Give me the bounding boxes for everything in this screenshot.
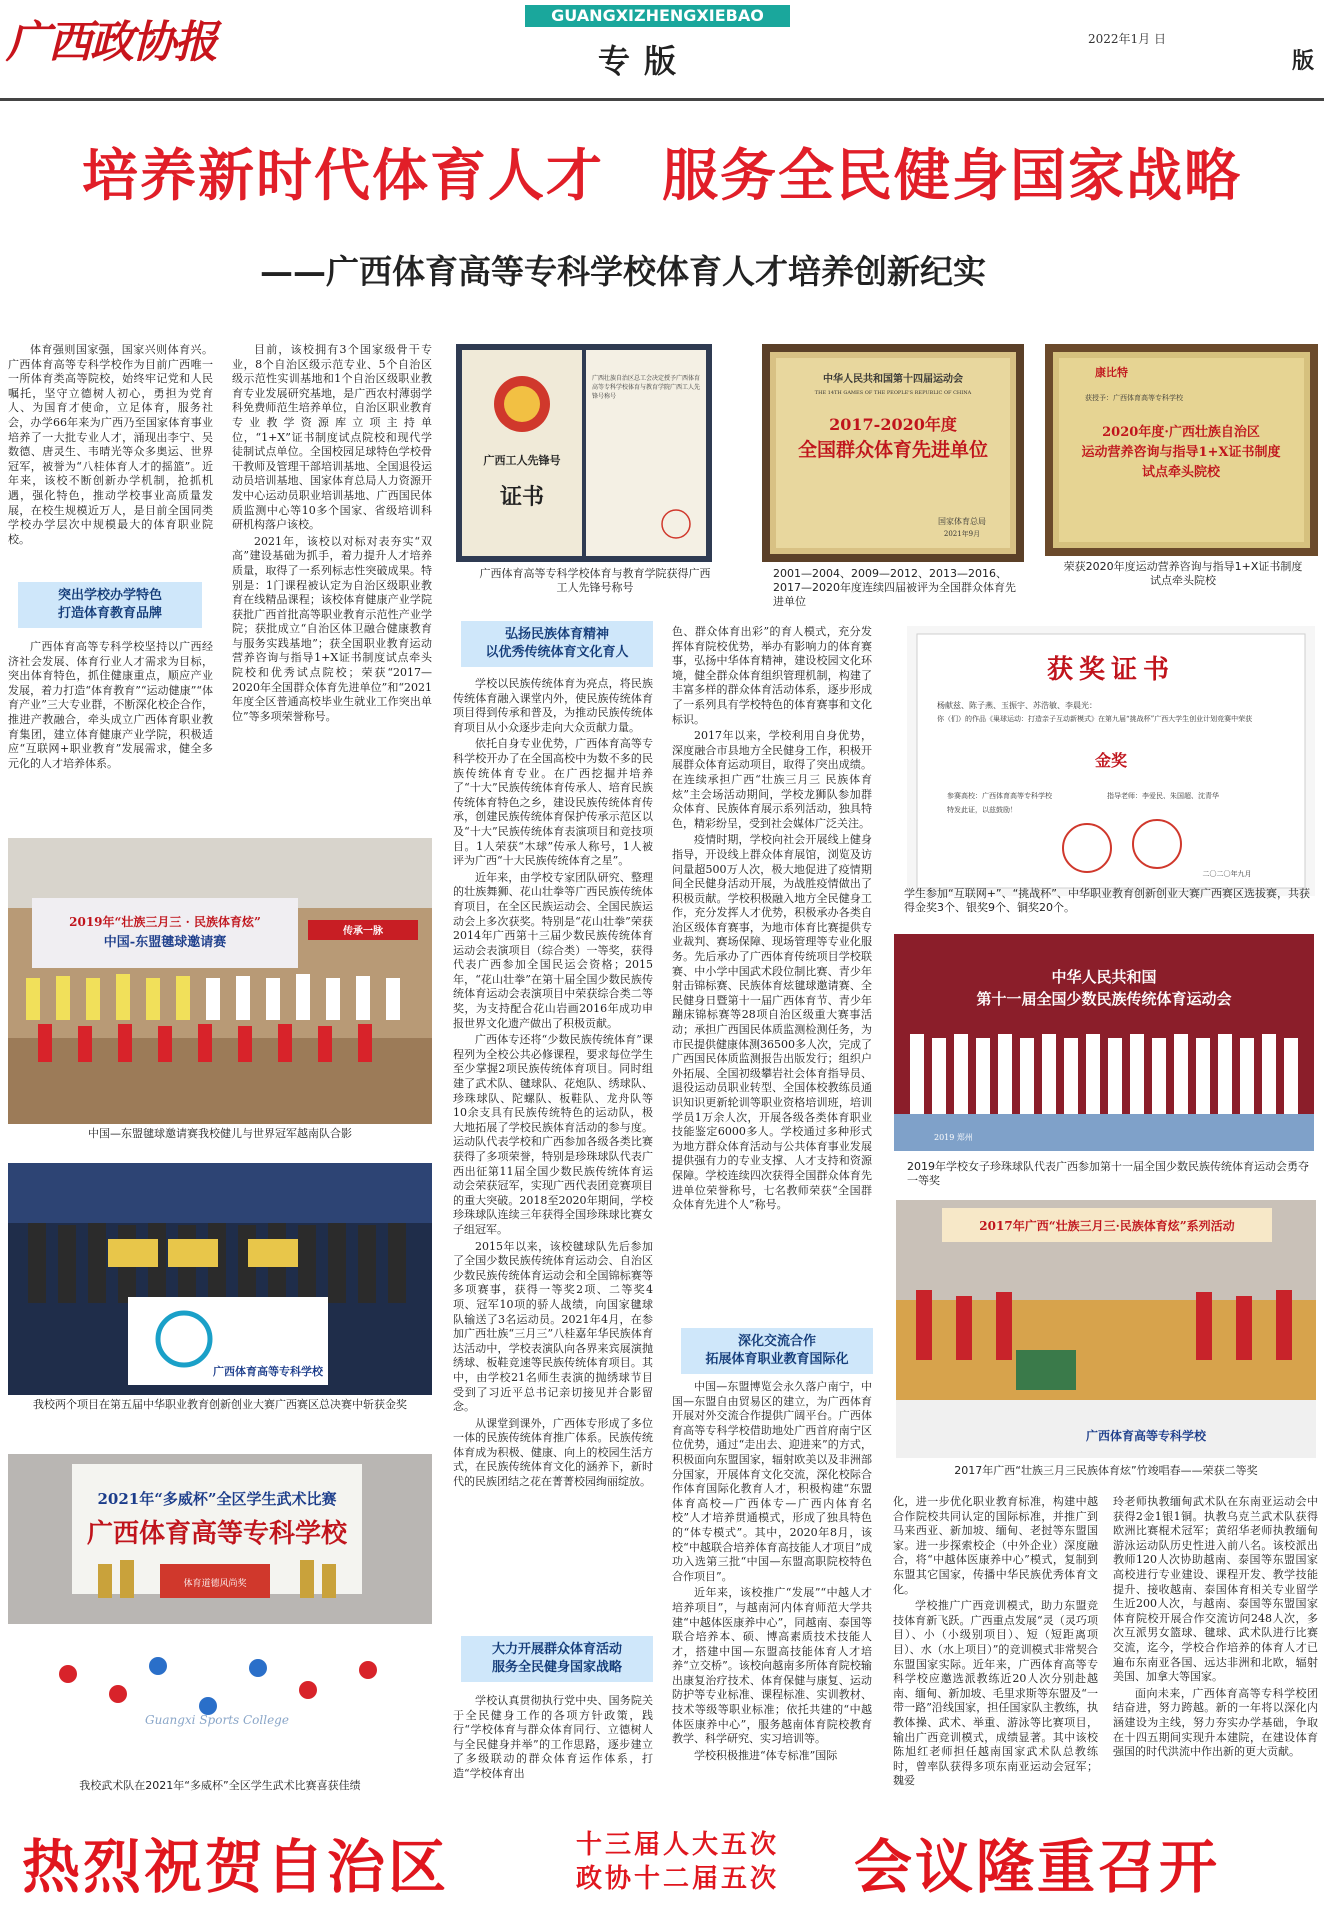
cert1-title: 广西工人先锋号 [483, 454, 561, 467]
cert3-caption: 荣获2020年度运动营养咨询与指导1+X证书制度试点牵头院校 [1063, 560, 1303, 587]
newspaper-pinyin: GUANGXIZHENGXIEBAO [525, 5, 790, 27]
award-body: 你（们）的作品《巢球运动：打造亲子互动新模式》在第九届“挑战杯”广西大学生创业计划竞赛中荣获 [937, 715, 1253, 723]
team-photo-1 [8, 838, 432, 1124]
cert1-caption: 广西体育高等专科学校体育与教育学院获得广西工人先锋号称号 [479, 567, 711, 594]
award-certificate [907, 626, 1315, 896]
certificate-photo-1 [456, 344, 712, 562]
column-1-lower [8, 640, 213, 800]
award-names: 杨献兹、陈子燕、玉振宇、苏浩敏、李晨光： [937, 701, 1097, 710]
photo4-caption: 2019年学校女子珍珠球队代表广西参加第十一届全国少数民族传统体育运动会勇夺一等奖 [907, 1160, 1309, 1187]
cert3-title-1: 2020年度·广西壮族自治区 [1102, 425, 1260, 440]
column-6 [1113, 1495, 1318, 1808]
cert2-top-en: THE 14TH GAMES OF THE PEOPLE'S REPUBLIC OF CHINA [814, 390, 972, 396]
headline: 培养新时代体育人才 服务全民健身国家战略 [82, 144, 1242, 209]
column-5 [893, 1495, 1098, 1808]
award-title: 获奖证书 [1046, 655, 1176, 685]
column-2 [232, 343, 432, 798]
photo4-mark: 2019 郑州 [934, 1133, 973, 1142]
award-caption: 学生参加“互联网+”、“挑战杯”、中华职业教育创新创业大赛广西赛区选拔赛，共获得金奖3个、银奖9个、铜奖20个。 [904, 887, 1311, 914]
paragraph: 2021年，该校以对标对表夯实“双高”建设基础为抓手，着力提升人才培养质量，取得了一系列标志性突破成果。特别是：1门课程被认定为自治区级职业教育在线精品课程；该校体育健康产业学院获批广西首批高等职业教育示范性产业学院；获批成立“自治区体卫融合健康教育与服务实践基地”；获全国职业教育运动营养咨询与指导1+X证书制度试点牵头院校和优秀试点院校；荣获“2017—2020年全国群众体育先进单位”和“2021年度全区普通高校毕业生就业工作突出单位”等多项荣誉称号。 [232, 534, 432, 723]
paragraph: 化，进一步优化职业教育标准，构建中越合作院校共同认定的国际标准，并推广到马来西亚、新加坡、缅甸、老挝等东盟国家。进一步探索校企（中外企业）深度融合，将“中越体医康养中心”模式，复制到东盟其它国家，传播中华民族优秀体育文化。 [893, 1495, 1098, 1596]
footer-right: 会议隆重召开 [854, 1833, 1221, 1901]
cert2-caption: 2001—2004、2009—2012、2013—2016、2017—2020年度连续四届被评为全国群众体育先进单位 [773, 567, 1016, 608]
photo3-caption: 我校武术队在2021年“多威杯”全区学生武术比赛喜获佳绩 [79, 1779, 361, 1792]
paragraph: 学校积极推进“体专标准”国际 [694, 1748, 838, 1762]
footer-mid-2: 政协十二届五次 [576, 1864, 780, 1894]
paragraph: 2017年以来，学校利用自身优势，深度融合市县地方全民健身工作，积极开展群众体育运动项目，取得了突出成绩。在连续承担广西“壮族三月三 民族体育炫”主会场活动期间，学校龙狮队参加群众体育、民族体育展示系列活动，独具特色，精彩纷呈，受到社会媒体广泛关注。 [672, 729, 872, 830]
cert3-title-2: 运动营养咨询与指导1+X证书制度 [1081, 445, 1281, 460]
certificate-photo-2 [762, 344, 1024, 562]
column-3 [453, 677, 653, 1677]
paragraph: 学校推广广西竞训模式，助力东盟竞技体育新飞跃。广西重点发展“灵（灵巧项目）、小（小级别项目）、短（短距离项目）、水（水上项目）”的竞训模式非常契合东盟国家实际。近年来，广西体育高等专科学校应邀选派教练近20人次分别赴越南、缅甸、新加坡、毛里求斯等东盟及“一带一路”沿线国家，担任国家队主教练，执教体操、武术、举重、游泳等比赛项目，输出广西竞训模式，成绩显著。其中该校陈旭红老师担任越南国家武术队总教练时，曾率队获得多项东南亚运动会冠军；魏爱 [893, 1599, 1098, 1788]
newspaper-logo: 广西政协报 [6, 17, 216, 68]
column-3-bottom [453, 1694, 653, 1807]
photo1-banner-2: 中国-东盟毽球邀请赛 [103, 935, 227, 950]
pearl-ball-team-photo [894, 934, 1314, 1151]
paragraph: 广西体育高等专科学校坚持以广西经济社会发展、体育行业人才需求为目标，突出体育特色，抓住健康重点，顺应产业发展，着力打造“体育教育”“运动健康”“体育产业”三大专业群，不断深化校企合作，推进产教融合，牵头成立广西体育职业教育集团，建立体育健康产业学院，积极适应“互联网+职业教育”发展需求，健全多元化的人才培养体系。 [8, 640, 213, 770]
certificate-photo-3 [1045, 344, 1318, 556]
paragraph: 广西体专还将“少数民族传统体育”课程列为全校公共必修课程，要求每位学生至少掌握2项民族传统体育项目。同时组建了武术队、毽球队、花炮队、绣球队、珍珠球队、陀螺队、板鞋队、龙舟队等10余支具有民族传统特色的运动队，极大地拓展了学校民族体育活动的参与度。运动队代表学校和广西参加各级各类比赛获得了多项荣誉，特别是珍珠球队代表广西出征第11届全国少数民族传统体育运动会荣获冠军，实现广西代表团竞赛项目的重大突破。2018至2020年期间，学校珍珠球队连续三年获得全国珍珠球比赛女子组冠军。 [453, 1033, 653, 1236]
cert2-date: 2021年9月 [943, 530, 981, 538]
column-4 [672, 625, 872, 1325]
cert3-recipient: 获授予：广西体育高等专科学校 [1085, 394, 1183, 402]
photo5-flag: 广西体育高等专科学校 [1085, 1429, 1207, 1443]
paragraph: 目前，该校拥有3个国家级骨干专业，8个自治区级示范专业、5个自治区级示范性实训基地和1个自治区级职业教育专业发展研究基地，是广西农村薄弱学科免费师范生培养单位，自治区职业教育专业教学资源库立项主持单位，“1+X”证书制度试点院校和现代学徒制试点单位。全国校园足球特色学校骨干教师及管理干部培训基地、全国退役运动员培训基地、国家体育总局人力资源开发中心运动员职业培训基地、广西国民体质监测中心等10多个国家、省级培训科研机构落户该校。 [232, 343, 432, 532]
wushu-photo [8, 1454, 432, 1736]
footer-left: 热烈祝贺自治区 [22, 1833, 450, 1901]
photo3-board: 体育道德风尚奖 [183, 1579, 247, 1589]
paragraph: 体育强则国家强，国家兴则体育兴。广西体育高等专科学校作为目前广西唯一一所体育类高等院校，始终牢记党和人民嘱托，坚守立德树人初心，勇担为党育人、为国育才使命，立足体育，服务社会，办学66年来为广西乃至国家体育事业培养了一大批专业人才，涌现出李宁、吴数德、唐灵生、韦晴光等众多奥运、世界冠军，被誉为“八桂体育人才的摇篮”。近年来，该校不断创新办学机制，抢抓机遇，强化特色，推动学校事业高质量发展，在校生规模近万人，是目前全国同类学校办学层次中规模最大的体育职业院校。 [8, 343, 213, 546]
photo4-banner-2: 第十一届全国少数民族传统体育运动会 [976, 990, 1232, 1008]
cert2-top: 中华人民共和国第十四届运动会 [823, 374, 963, 385]
cert3-brand: 康比特 [1095, 366, 1128, 379]
paragraph: 2015年以来，该校毽球队先后参加了全国少数民族传统体育运动会、自治区少数民族传统体育运动会和全国锦标赛等多项赛事，获得一等奖2项、二等奖4项、冠军10项的骄人战绩，向国家毽球队输送了3名运动员。2021年4月，在参加广西壮族“三月三”八桂嘉年华民族体育达活动中，学校表演队向各界来宾展演抛绣球、板鞋竞速等民族传统体育项目。其中，由学校21名师生表演的抛绣球节目受到了习近平总书记亲切接见并合影留念。 [453, 1239, 653, 1414]
paragraph: 近年来，该校推广“发展”“中越人才培养项目”，与越南河内体育师范大学共建“中越体医康养中心”，同越南、泰国等联合培养本、硕、博高素质技术技能人才，搭建中国—东盟高技能体育人才培养“立交桥”。该校向越南多所体育院校输出康复治疗技术、体育保健与康复、运动防护等专业标准、课程标准、实训教材、技术等级等职业标准；依托共建的“中越体医康养中心”，服务越南体育院校教育教学、科学研究、实习培训等。 [672, 1586, 872, 1746]
column-1 [8, 343, 213, 573]
paragraph: 从课堂到课外，广西体专形成了多位一体的民族传统体育推广体系。民族传统体育成为积极、健康、向上的校园生活方式，在民族传统体育文化的涵养下，新时代的民族团结之花在菁菁校园绚丽绽放。 [453, 1416, 653, 1489]
award-note: 特发此证，以兹鼓励！ [947, 806, 1017, 814]
team-photo-2 [8, 1163, 432, 1395]
masthead-rule [0, 98, 1324, 101]
cert1-left-text: 广西壮族自治区总工会决定授予广西体育高等专科学校体育与教育学院广西工人先锋号称号 [592, 375, 700, 400]
photo1-banner-1: 2019年“壮族三月三 · 民族体育炫” [69, 915, 261, 929]
section-label: 专版 [598, 42, 691, 80]
award-date: 二〇二〇年九月 [1202, 870, 1252, 878]
photo1-caption: 中国—东盟毽球邀请赛我校健儿与世界冠军越南队合影 [88, 1127, 352, 1140]
photo1-banner-side: 传承一脉 [343, 926, 383, 937]
award-teacher: 指导老师：李爱民、朱国超、沈青华 [1107, 792, 1219, 800]
paragraph: 色、群众体育出彩”的育人模式，充分发挥体育院校优势，举办有影响力的体育赛事，弘扬中华体育精神，建设校园文化环境，健全群众体育组织管理机制，构建了丰富多样的群众体育活动体系，逐步形成了一系列具有学校特色的体育赛事和文化标识。 [672, 625, 872, 726]
paragraph: 中国—东盟博览会永久落户南宁，中国—东盟自由贸易区的建立，为广西体育开展对外交流合作提供广阔平台。广西体育高等专科学校借助地处广西首府南宁区位优势，通过“走出去、迎进来”的方式，积极面向东盟国家，辐射欧美以及非洲部分国家，开展体育文化交流，深化校际合作体育国际化教育人才，积极构建“东盟体育高校—广西体专—广西内体育名校”人才培养贯通模式，形成了独具特色的“体专模式”。其中，2020年8月，该校“中越联合培养体育高技能人才项目”成功入选第三批“中国—东盟高职院校特色合作项目”。 [672, 1380, 872, 1583]
paragraph: 玲老师执教缅甸武术队在东南亚运动会中获得2金1银1铜。执教乌克兰武术队获得欧洲比赛棍术冠军；黄绍华老师执教缅甸游泳运动队历史性进入前八名。该校派出教师120人次协助越南、泰国等东盟国家高校进行专业建设、课程开发、教学技能提升、接收越南、泰国体育相关专业留学生近200人次，与越南、泰国等东盟国家体育院校开展合作交流访问248人次，多次互派男女篮球、毽球、武术队进行比赛交流，迄今，学校合作培养的体育人才已遍布东南亚各国、远达非洲和北欧，辐射美国、加拿大等国家。 [1113, 1495, 1318, 1684]
photo2-flag: 广西体育高等专科学校 [213, 1365, 323, 1378]
award-level: 金奖 [1094, 751, 1128, 770]
issue-date: 2022年1月 日 [1088, 32, 1166, 46]
paragraph: 面向未来，广西体育高等专科学校团结奋进，努力跨越。新的一年将以深化内涵建设为主线，努力夯实办学基础，争取在十四五期间实现升本建院，在建设体育强国的时代洪流中作出新的更大贡献。 [1113, 1686, 1318, 1759]
photo2-caption: 我校两个项目在第五届中华职业教育创新创业大赛广西赛区总决赛中斩获金奖 [33, 1398, 407, 1411]
photo3-bottom-en: Guangxi Sports College [145, 1713, 289, 1727]
section-heading: 弘扬民族体育精神 以优秀传统体育文化育人 [461, 621, 653, 667]
paragraph: 依托自身专业优势，广西体育高等专科学校开办了在全国高校中为数不多的民族传统体育专业。在广西挖掘并培养了“十大”民族传统体育传承人、培育民族传统体育特色之乡，建设民族传统体育传承，创建民族传统体育保护传承示范区以及“十大”民族传统体育表演项目和竞技项目。1人荣获“木球”传承人称号，1人被评为广西“十大民族传统体育之星”。 [453, 737, 653, 868]
photo5-banner: 2017年广西“壮族三月三·民族体育炫”系列活动 [979, 1219, 1235, 1233]
paragraph: 学校认真贯彻执行党中央、国务院关于全民健身工作的各项方针政策，践行“学校体育与群众体育同行、立德树人与全民健身并举”的工作思路，逐步建立了多级联动的群众体育运作体系，打造“学校体育出 [453, 1694, 653, 1780]
festival-photo [896, 1200, 1316, 1458]
cert3-title-3: 试点牵头院校 [1141, 465, 1221, 480]
section-heading: 突出学校办学特色 打造体育教育品牌 [18, 582, 202, 628]
column-4-lower [672, 1380, 872, 1808]
photo4-banner-1: 中华人民共和国 [1051, 968, 1157, 986]
photo3-banner-1: 2021年“多威杯”全区学生武术比赛 [97, 1490, 337, 1508]
section-heading: 大力开展群众体育活动 服务全民健身国家战略 [461, 1636, 653, 1682]
paragraph: 学校以民族传统体育为亮点，将民族传统体育融入课堂内外，使民族传统体育项目得到传承和普及，为推动民族传统体育项目从小众逐步走向大众贡献力量。 [453, 677, 653, 734]
cert2-issuer: 国家体育总局 [938, 517, 986, 526]
cert2-title: 全国群众体育先进单位 [797, 439, 989, 461]
footer-mid-1: 十三届人大五次 [576, 1830, 780, 1860]
photo5-caption: 2017年广西“壮族三月三民族体育炫”竹竣唱春——荣获二等奖 [954, 1464, 1258, 1477]
paragraph: 近年来，由学校专家团队研究、整理的壮族舞狮、花山壮拳等广西民族传统体育项目，在全区民族运动会、全国民族运动会上多次获奖。特别是“花山壮拳”荣获2014年广西第十三届少数民族传统体育运动会表演项目（综合类）一等奖，获得代表广西参加全国民运会资格；2015年，“花山壮拳”在第十届全国少数民族传统体育运动会表演项目中荣获综合类二等奖，为支持配合花山岩画2016年成功申报世界文化遗产做出了积极贡献。 [453, 870, 653, 1030]
photo3-banner-2: 广西体育高等专科学校 [86, 1519, 348, 1549]
cert1-subtitle: 证书 [499, 484, 545, 510]
cert2-years: 2017-2020年度 [829, 415, 957, 434]
paragraph: 疫情时期，学校向社会开展线上健身指导，开设线上群众体育展馆，浏览及访问量超500万人次，极大地促进了疫情期间全民健身活动开展，为战胜疫情做出了积极贡献。学校积极融入地方全民健身工作，充分发挥人才优势，积极承办各类自治区级体育赛事，为地市体育比赛提供专业裁判、赛场保障、现场管理等专业化服务。先后承办了广西体育传统项目学校联赛、中小学中国武术段位制比赛、青少年射击锦标赛、民族体育炫毽球邀请赛、全民健身日暨第十一届广西体育节、青少年蹦床锦标赛等28项自治区级重大赛事活动；承担广西国民体质监测检测任务，为市民提供健康体测36500多人次，完成了广西国民体质监测报告出版发行；组织户外拓展、全国初级攀岩社会体育指导员、退役运动员职业转型、全国体校教练员通识知识更新轮训等职业资格培训班，培训学员1万余人次，开展各级各类体育职业技能鉴定6000多人。学校通过多种形式为地方群众体育活动与公共体育事业发展提供强有力的专业支撑、人才支持和资源保障。学校连续四次获得全国群众体育先进单位荣誉称号，七名教师荣获“全国群众体育先进个人”称号。 [672, 833, 872, 1212]
page-suffix: 版 [1292, 48, 1315, 74]
section-heading: 深化交流合作 拓展体育职业教育国际化 [681, 1328, 873, 1374]
award-unit: 参赛高校：广西体育高等专科学校 [947, 792, 1052, 800]
subheadline: ——广西体育高等专科学校体育人才培养创新纪实 [260, 252, 986, 291]
